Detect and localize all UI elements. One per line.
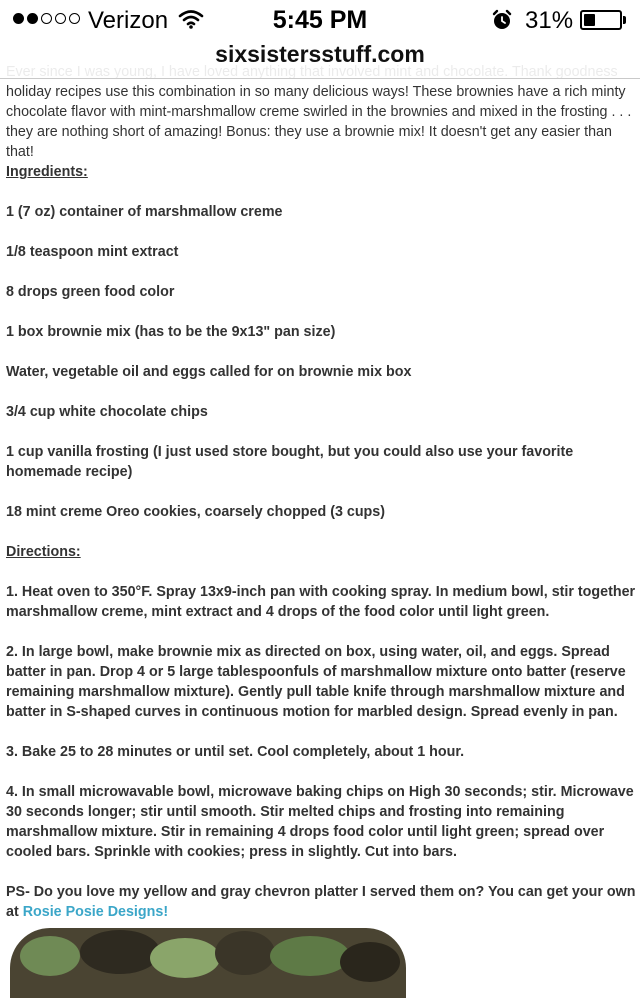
ingredient-item: 1 box brownie mix (has to be the 9x13" pan size) [6, 324, 336, 340]
ingredient-item: 1 cup vanilla frosting (I just used store bought, but you could also use your favorite homemade recipe) [6, 444, 574, 480]
battery-percentage: 31% [525, 7, 574, 34]
ingredient-item: 1/8 teaspoon mint extract [6, 244, 179, 260]
carrier-name: Verizon [88, 7, 169, 34]
directions-heading: Directions: [6, 544, 81, 560]
brownie-photo [10, 928, 406, 998]
ingredient-item: Water, vegetable oil and eggs called for on brownie mix box [6, 364, 412, 380]
battery-tip [623, 16, 626, 24]
direction-step: 2. In large bowl, make brownie mix as directed on box, using water, oil, and eggs. Spread batter in pan. Drop 4 or 5 large tablespoonfuls of marshmallow mixture onto batter (reserve remaining marshmallow mixture). Gently pull table knife through marshmallow mixture and batter in S-shaped curves in continuous motion for marbled design. Spread evenly in pan. [6, 644, 626, 720]
url-text[interactable]: sixsistersstuff.com [215, 41, 425, 67]
ingredient-item: 18 mint creme Oreo cookies, coarsely chopped (3 cups) [6, 504, 386, 520]
battery-level-fill [584, 14, 595, 26]
ingredients-heading: Ingredients: [6, 164, 88, 180]
alarm-clock-icon [491, 9, 513, 36]
article-content [6, 62, 636, 922]
intro-paragraph: holiday recipes use this combination in so many delicious ways! These brownies have a rich minty chocolate flavor with mint-marshmallow creme swirled in the brownies and mixed in the frosting . . . they are nothing short of amazing! Bonus: they use a brownie mix! It doesn't get any easier than that! [6, 84, 632, 160]
rosie-posie-designs-link[interactable]: Rosie Posie Designs! [22, 904, 169, 920]
ps-paragraph [6, 882, 636, 922]
battery-icon [580, 10, 622, 30]
direction-step: 1. Heat oven to 350°F. Spray 13x9-inch pan with cooking spray. In medium bowl, stir together marshmallow creme, mint extract and 4 drops of the food color until light green. [6, 584, 636, 620]
direction-step: 4. In small microwavable bowl, microwave baking chips on High 30 seconds; stir. Microwave 30 seconds longer; stir until smooth. Stir melted chips and frosting into remaining marshmallow mixture. Stir in remaining 4 drops food color until light green; spread over cooled bars. Sprinkle with cookies; press in slightly. Cut into bars. [6, 784, 634, 860]
ingredient-item: 3/4 cup white chocolate chips [6, 404, 208, 420]
ps-text: PS- Do you love my yellow and gray chevron platter I served them on? You can get your own at [6, 884, 636, 920]
address-bar[interactable] [0, 40, 640, 79]
direction-step: 3. Bake 25 to 28 minutes or until set. Cool completely, about 1 hour. [6, 744, 465, 760]
ingredient-item: 1 (7 oz) container of marshmallow creme [6, 204, 283, 220]
clock-time: 5:45 PM [272, 6, 368, 34]
ingredient-item: 8 drops green food color [6, 284, 175, 300]
status-bar [0, 0, 640, 40]
